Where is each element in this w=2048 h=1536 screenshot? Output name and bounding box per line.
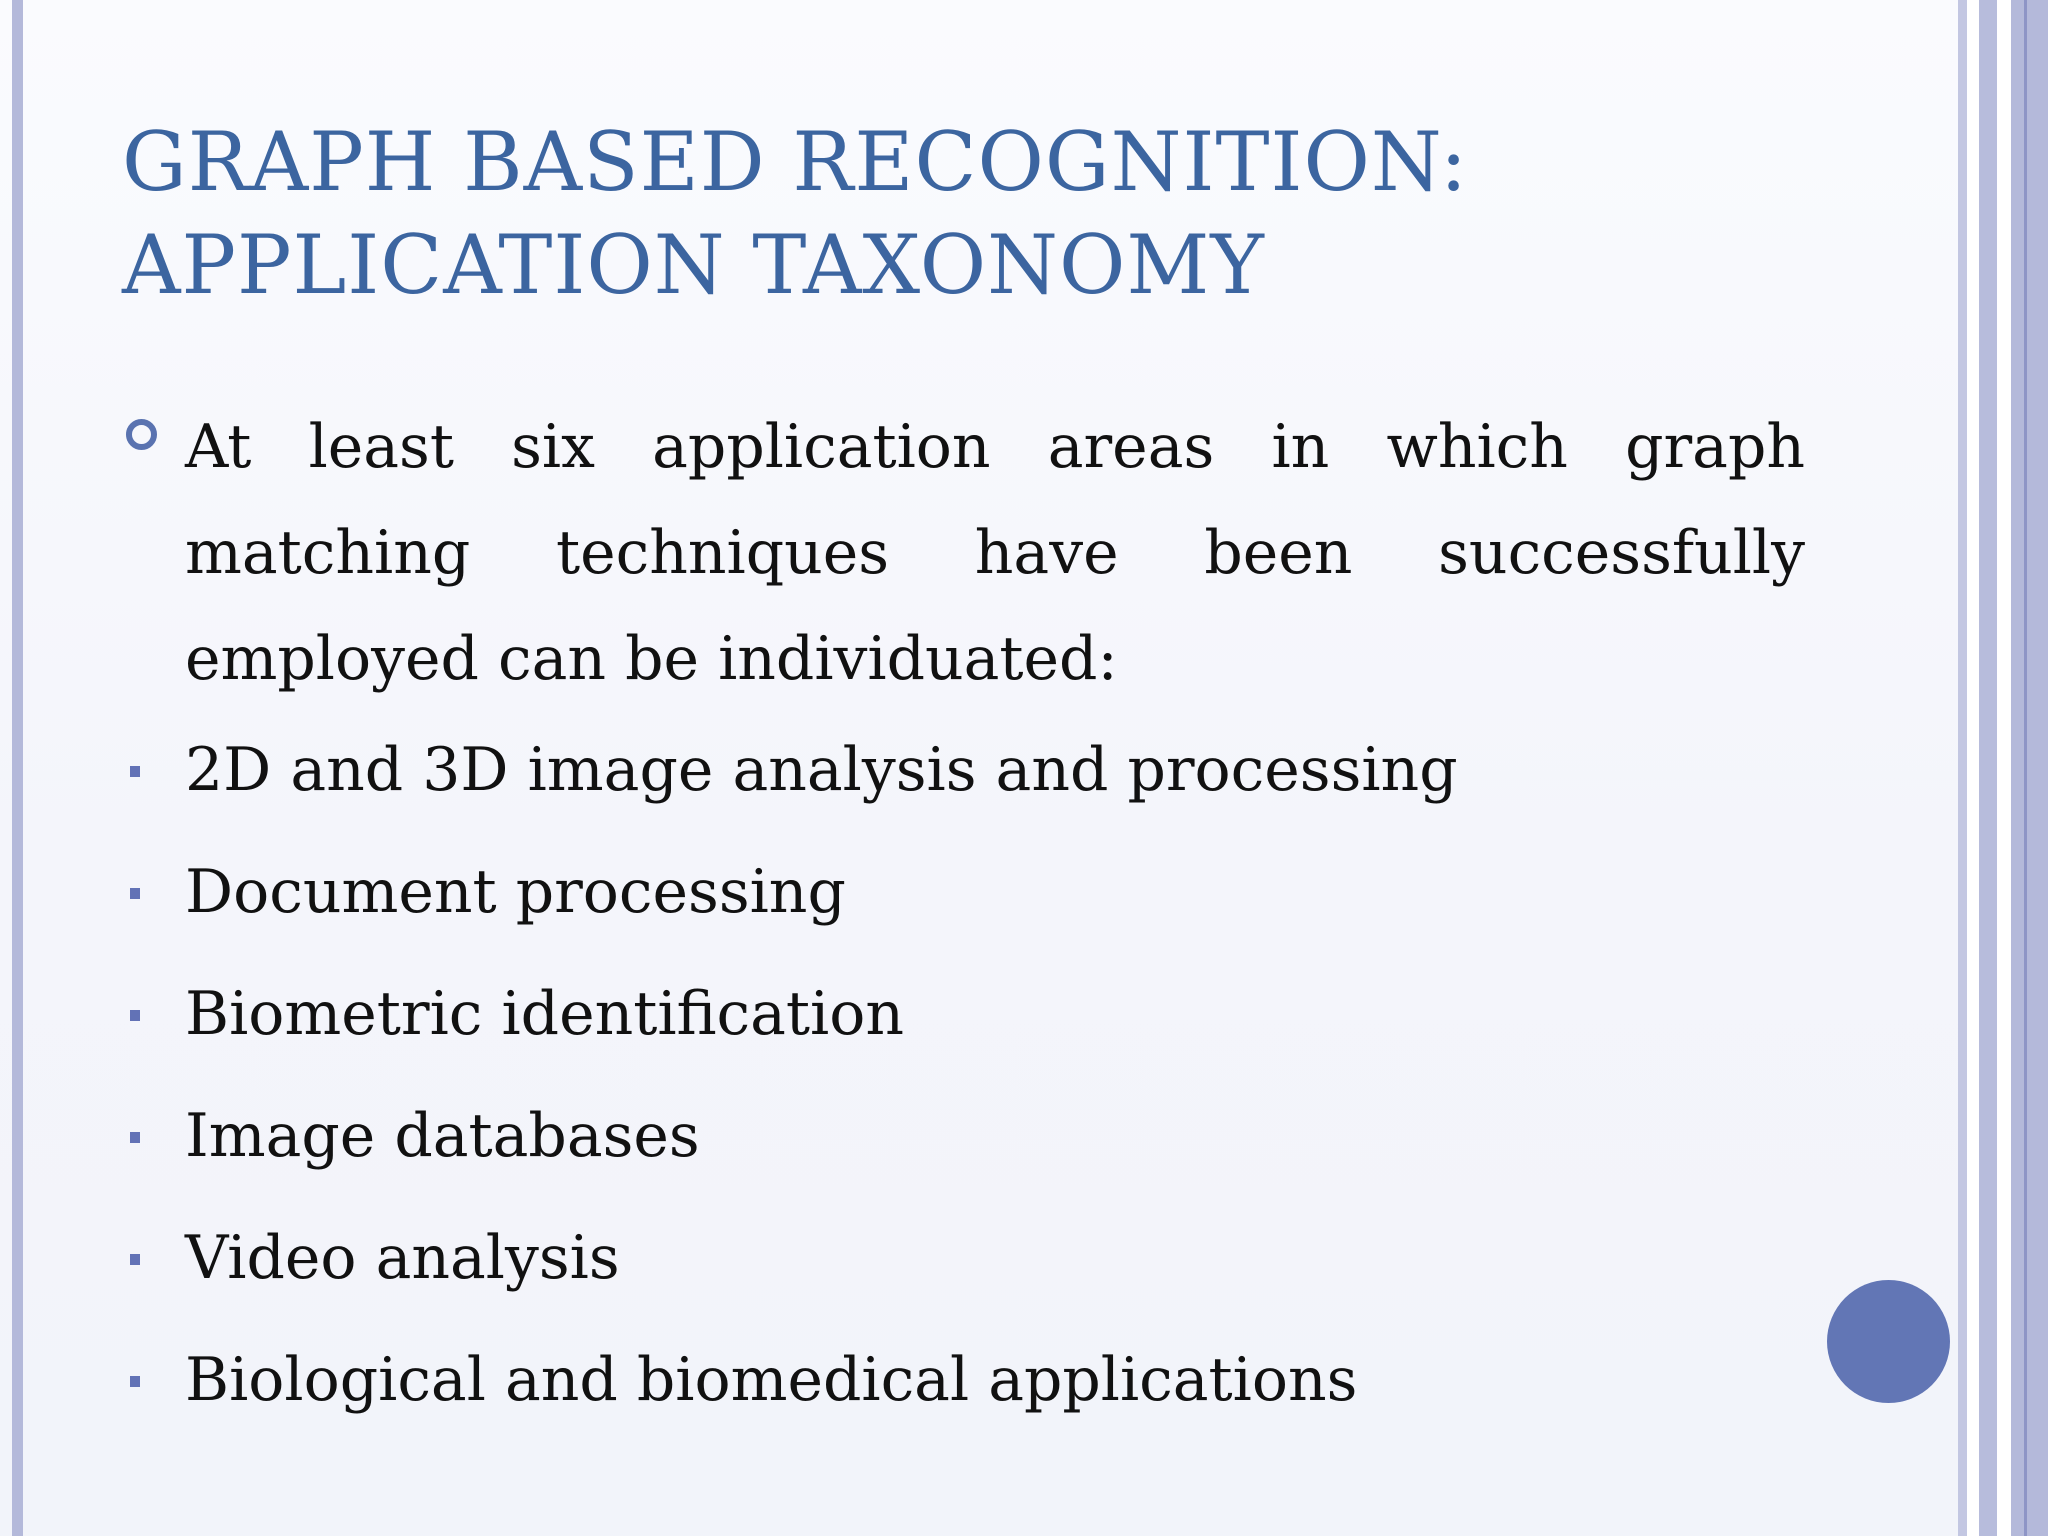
slide-title-line-1: GRAPH BASED RECOGNITION: (122, 116, 1469, 210)
square-bullet-icon (130, 766, 140, 777)
ring-bullet-icon (126, 419, 157, 450)
list-item-label: Video analysis (185, 1223, 620, 1293)
right-border-band (1979, 0, 1997, 1536)
right-border-gap (1967, 0, 1979, 1536)
decorative-circle (1827, 1280, 1950, 1403)
left-border-stripe (12, 0, 23, 1536)
square-bullet-icon (130, 1254, 140, 1265)
list-item-label: Image databases (185, 1101, 700, 1171)
list-item-label: Biological and biomedical applications (185, 1345, 1358, 1415)
square-bullet-icon (130, 1376, 140, 1387)
right-border-line (2024, 0, 2027, 1536)
slide-title-line-2: APPLICATION TAXONOMY (122, 219, 1265, 313)
main-bullet-text: At least six application areas in which graph matching techniques have been successfully employed can be individuated: (185, 412, 1805, 694)
list-item-label: Document processing (185, 857, 846, 927)
right-border-band (1958, 0, 1967, 1536)
slide-title (122, 112, 1842, 318)
square-bullet-icon (130, 1010, 140, 1021)
square-bullet-icon (130, 1132, 140, 1143)
right-border-gap (1997, 0, 2011, 1536)
list-item-label: 2D and 3D image analysis and processing (185, 735, 1458, 805)
right-border-band (2011, 0, 2048, 1536)
list-item-label: Biometric identification (185, 979, 904, 1049)
square-bullet-icon (130, 888, 140, 899)
